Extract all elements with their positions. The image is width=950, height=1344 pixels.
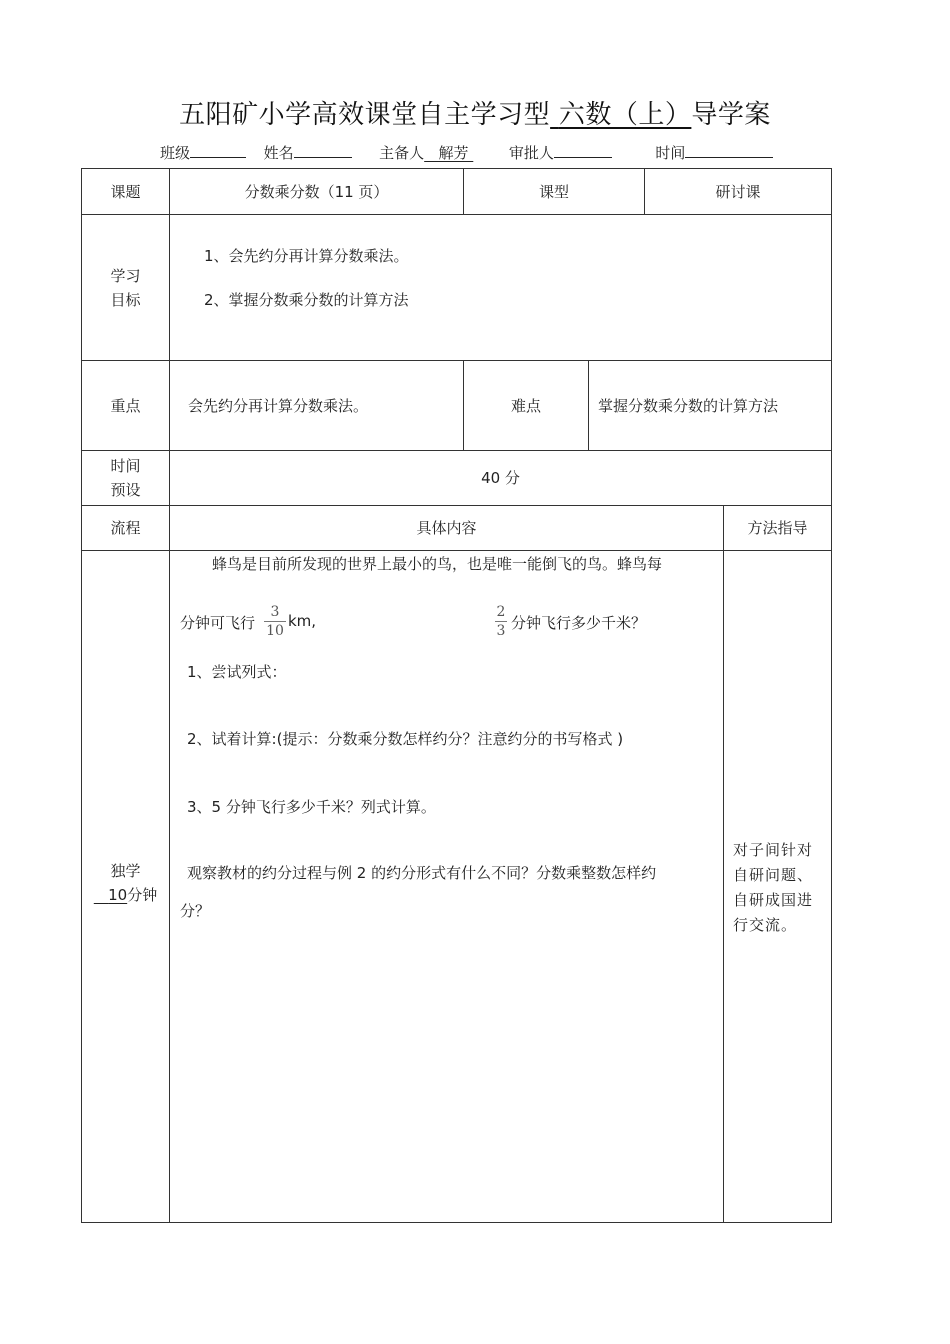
row-divider (81, 550, 832, 551)
goal-item: 2、掌握分数乘分数的计算方法 (204, 291, 409, 309)
method-header: 方法指导 (747, 519, 808, 537)
type-label: 课型 (538, 182, 569, 201)
topic-label: 课题 (110, 182, 141, 201)
time-preset-label (82, 451, 169, 505)
goal-item: 1、会先约分再计算分数乘法。 (204, 247, 409, 265)
time-preset-label-line2: 预设 (110, 481, 141, 499)
topic-value: 分数乘分数（11 页） (244, 182, 389, 201)
row-divider (81, 214, 832, 215)
method-line: 行交流。 (733, 916, 798, 934)
question-2: 2、试着计算:(提示：分数乘分数怎样约分？注意约分的书写格式 ) (187, 730, 624, 748)
fraction-2-3 (495, 604, 507, 639)
table-border-bottom (81, 1222, 832, 1223)
method-guidance (733, 838, 829, 938)
time-preset-value: 40 分 (481, 469, 520, 487)
question-4-line2: 分？ (180, 902, 211, 920)
difficulty-label: 难点 (510, 396, 541, 415)
method-line: 对子间针对 (733, 841, 814, 859)
title-subject: 六数（上） (558, 100, 692, 130)
key-point-label: 重点 (110, 396, 141, 415)
name-label: 姓名 (263, 144, 294, 162)
problem-unit: km, (288, 612, 317, 630)
fraction-numerator: 2 (496, 604, 506, 620)
preparer-value: 解芳 (438, 144, 469, 162)
problem-line2-b: 分钟飞行多少千米？ (511, 614, 647, 632)
study-minutes-value: 10 (108, 886, 128, 904)
question-3: 3、5 分钟飞行多少千米？列式计算。 (187, 798, 436, 816)
process-header: 流程 (110, 519, 141, 537)
question-4-line1: 观察教材的约分过程与例 2 的约分形式有什么不同？分数乘整数怎样约 (187, 864, 657, 882)
content-header: 具体内容 (416, 519, 477, 537)
class-label: 班级 (160, 144, 191, 162)
goals-label-line2: 目标 (110, 290, 141, 309)
problem-paragraph: 蜂鸟是目前所发现的世界上最小的鸟，也是唯一能倒飞的鸟。蜂鸟每 (212, 555, 663, 573)
page-title (0, 94, 950, 131)
difficulty-value: 掌握分数乘分数的计算方法 (598, 396, 779, 415)
title-suffix: 导学案 (691, 100, 771, 130)
table-border-right (831, 168, 832, 1223)
fraction-3-10 (264, 604, 286, 639)
approver-blank (554, 143, 612, 158)
goals-label (82, 215, 169, 360)
col-divider (588, 360, 589, 451)
fraction-denominator: 10 (266, 623, 284, 639)
study-label (82, 848, 169, 918)
name-blank (294, 143, 352, 158)
preparer-label: 主备人 (379, 144, 425, 162)
approver-label: 审批人 (508, 144, 554, 162)
goals-label-line1: 学习 (110, 266, 141, 285)
method-line: 自研问题、 (733, 866, 814, 884)
study-minutes-unit: 分钟 (127, 886, 158, 904)
problem-line2-a: 分钟可飞行 (180, 614, 256, 632)
col-divider (169, 168, 170, 1223)
method-line: 自研成国进 (733, 891, 814, 909)
fraction-numerator: 3 (270, 604, 280, 620)
info-line (160, 142, 773, 163)
col-divider (723, 505, 724, 1223)
time-preset-label-line1: 时间 (110, 457, 141, 475)
title-main: 五阳矿小学高效课堂自主学习型 (179, 100, 551, 130)
fraction-denominator: 3 (496, 623, 506, 639)
key-point-value: 会先约分再计算分数乘法。 (188, 396, 369, 415)
class-blank (190, 143, 246, 158)
study-minutes (94, 883, 157, 907)
time-blank (685, 143, 773, 158)
question-1: 1、尝试列式： (187, 663, 287, 681)
study-label-text: 独学 (110, 862, 141, 880)
type-value: 研讨课 (715, 182, 761, 201)
time-label: 时间 (655, 144, 686, 162)
